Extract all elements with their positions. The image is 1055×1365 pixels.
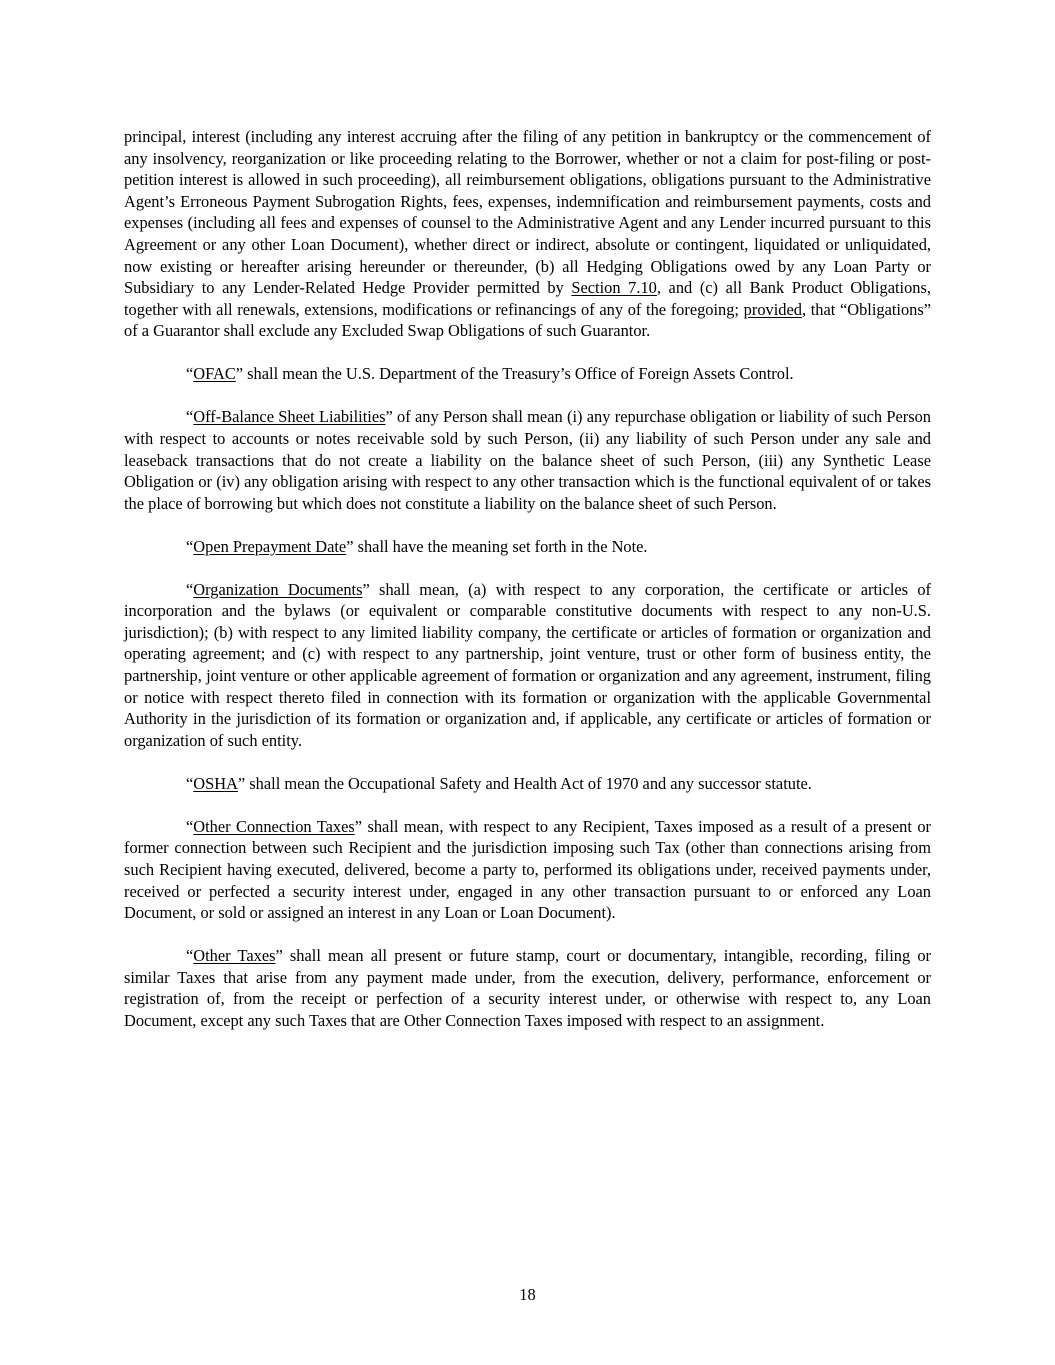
definition-text: ” of any Person shall mean (i) any repurchase obligation or liability of such Person with respect to accounts or notes receivable sold by such Person, (ii) any liability of such Person under any sale and leaseback transactions that do not create a liability on the balance sheet of such Person, (iii) any Synthetic Lease Obligation or (iv) any obligation arising with respect to any other transaction which is the functional equivalent of or takes the place of borrowing but which does not constitute a liability on the balance sheet of such Person.: [124, 407, 931, 513]
defined-term: Open Prepayment Date: [193, 536, 347, 556]
defined-term: OFAC: [193, 364, 236, 384]
definition-text: ” shall have the meaning set forth in the Note.: [346, 536, 648, 556]
definition-text: ” shall mean all present or future stamp, court or documentary, intangible, recording, filing or similar Taxes that arise from any payment made under, from the execution, delivery, performance, enforcement or registration of, from the receipt or perfection of a security interest under, or otherwise with respect to, any Loan Document, except any such Taxes that are Other Connection Taxes imposed with respect to an assignment.: [124, 946, 931, 1030]
defined-term: Organization Documents: [193, 579, 363, 599]
definition-text: ” shall mean, (a) with respect to any corporation, the certificate or articles of incorporation and the bylaws (or equivalent or comparable constitutive documents with respect to any non-U.S. jurisdiction); (b) with respect to any limited liability company, the certificate or articles of formation or organization and operating agreement; and (c) with respect to any partnership, joint venture, trust or other form of business entity, the partnership, joint venture or other applicable agreement of formation or organization and any agreement, instrument, filing or notice with respect thereto filed in connection with its formation or organization with the applicable Governmental Authority in the jurisdiction of its formation or organization and, if applicable, any certificate or articles of formation or organization of such entity.: [124, 579, 931, 750]
paragraph-text: , and (c) all Bank Product Obligations, together with all renewals, extensions, modifications or refinancings of any of the foregoing;: [124, 278, 931, 319]
open-quote: “: [186, 579, 194, 599]
open-quote: “: [186, 364, 194, 384]
defined-term: Other Taxes: [193, 946, 276, 966]
definition-ofac: [124, 363, 931, 385]
defined-term: Other Connection Taxes: [193, 816, 355, 836]
definition-organization-documents: [124, 579, 931, 752]
definition-text: ” shall mean the U.S. Department of the Treasury’s Office of Foreign Assets Control.: [235, 364, 794, 384]
open-quote: “: [186, 816, 194, 836]
paragraph-obligations-continued: [124, 126, 931, 342]
page-number: 18: [519, 1285, 536, 1304]
definition-open-prepayment-date: [124, 536, 931, 558]
definition-text: ” shall mean, with respect to any Recipient, Taxes imposed as a result of a present or former connection between such Recipient and the jurisdiction imposing such Tax (other than connections arising from such Recipient having executed, delivered, become a party to, performed its obligations under, received payments under, received or perfected a security interest under, engaged in any other transaction pursuant to or enforced any Loan Document, or sold or assigned an interest in any Loan or Loan Document).: [124, 816, 931, 923]
definition-other-connection-taxes: [124, 816, 931, 924]
open-quote: “: [186, 536, 194, 556]
paragraph-text: , that “Obligations” of a Guarantor shall exclude any Excluded Swap Obligations of such Guarantor.: [124, 299, 931, 341]
definition-other-taxes: [124, 945, 931, 1031]
document-body: [124, 126, 931, 1053]
definition-off-balance-sheet-liabilities: [124, 406, 931, 514]
definition-text: ” shall mean the Occupational Safety and Health Act of 1970 and any successor statute.: [237, 773, 812, 793]
open-quote: “: [186, 773, 194, 793]
proviso-term: provided: [743, 299, 802, 319]
defined-term: OSHA: [193, 773, 238, 793]
paragraph-text: principal, interest (including any interest accruing after the filing of any petition in bankruptcy or the commencement of any insolvency, reorganization or like proceeding relating to the Borrower, whether or not a claim for post-filing or post-petition interest is allowed in such proceeding), all reimbursement obligations, obligations pursuant to the Administrative Agent’s Erroneous Payment Subrogation Rights, fees, expenses, indemnification and reimbursement payments, costs and expenses (including all fees and expenses of counsel to the Administrative Agent and any Lender incurred pursuant to this Agreement or any other Loan Document), whether direct or indirect, absolute or contingent, liquidated or unliquidated, now existing or hereafter arising hereunder or thereunder, (b) all Hedging Obligations owed by any Loan Party or Subsidiary to any Lender-Related Hedge Provider permitted by: [124, 127, 931, 298]
open-quote: “: [186, 946, 194, 966]
open-quote: “: [186, 407, 194, 427]
definition-osha: [124, 773, 931, 795]
defined-term: Off-Balance Sheet Liabilities: [193, 407, 386, 427]
cross-reference-section-7-10: Section 7.10: [571, 278, 657, 298]
